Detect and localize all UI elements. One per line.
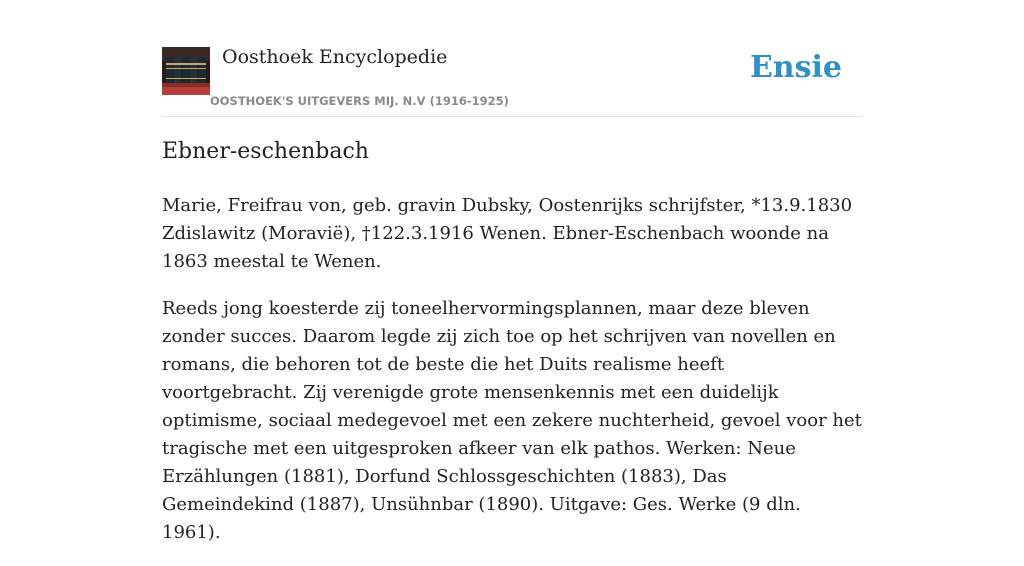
source-subtitle: OOSTHOEK'S UITGEVERS MIJ. N.V (1916-1925) bbox=[210, 94, 509, 108]
article-title: Ebner-eschenbach bbox=[162, 139, 369, 164]
article-body bbox=[162, 192, 862, 566]
encyclopedia-books-icon[interactable] bbox=[162, 47, 210, 95]
article-paragraph: Reeds jong koesterde zij toneelhervormingsplannen, maar deze bleven zonder succes. Daarom legde zij zich toe op het schrijven van novellen en romans, die behoren tot de beste die het Duits realisme heeft voortgebracht. Zij verenigde grote mensenkennis met een duidelijk optimisme, sociaal medegevoel met een zekere nuchterheid, gevoel voor het tragische met een uitgesproken afkeer van elk pathos. Werken: Neue Erzählungen (1881), Dorfund Schlossgeschichten (1883), Das Gemeindekind (1887), Unsühnbar (1890). Uitgave: Ges. Werke (9 dln. 1961). bbox=[162, 298, 862, 543]
source-header bbox=[162, 44, 862, 117]
source-title[interactable]: Oosthoek Encyclopedie bbox=[222, 46, 448, 68]
article-paragraph: Marie, Freifrau von, geb. gravin Dubsky, Oostenrijks schrijfster, *13.9.1830 Zdislawitz (Moravië), †122.3.1916 Wenen. Ebner-Eschenbach woonde na 1863 meestal te Wenen. bbox=[162, 195, 853, 272]
brand-logo-link[interactable]: Ensie bbox=[749, 50, 842, 85]
